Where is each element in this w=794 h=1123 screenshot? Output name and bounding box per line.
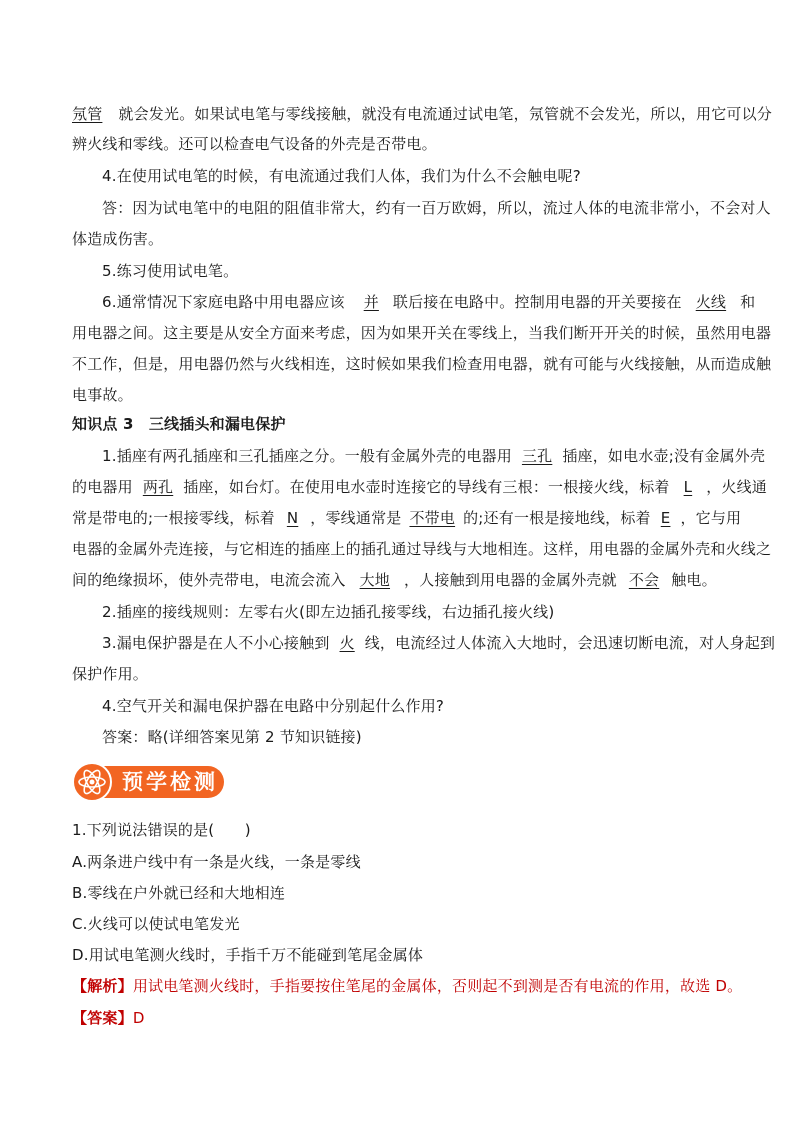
s3-text: ，火线通 — [706, 478, 767, 496]
blank-E: E — [660, 509, 671, 527]
quiz-option-a: A.两条进户线中有一条是火线，一条是零线 — [72, 853, 361, 871]
q6-text: 联后接在电路中。控制用电器的开关要接在 — [392, 293, 682, 311]
blank-will-not: 不会 — [628, 571, 660, 589]
s3-text: ，它与用 — [680, 509, 742, 527]
s3p3-line-1 — [102, 633, 776, 653]
banner-title: 预学检测 — [122, 769, 218, 794]
blank-parallel: 并 — [363, 293, 379, 311]
blank-three-hole: 三孔 — [521, 447, 553, 465]
intro-text: 就会发光。如果试电笔与零线接触，就没有电流通过试电笔，氖管就不会发光，所以，用它可以分 — [118, 105, 773, 123]
q6-text: 6.通常情况下家庭电路中用电器应该 — [102, 293, 345, 311]
s3p1-line-2 — [72, 477, 767, 497]
s3-text: 线，电流经过人体流入大地时，会迅速切断电流，对人身起到 — [364, 634, 776, 652]
analysis-text: 用试电笔测火线时，手指要按住笔尾的金属体，否则起不到测是否有电流的作用，故选 D。 — [132, 977, 743, 995]
s3p4-answer: 答案：略(详细答案见第 2 节知识链接) — [102, 728, 362, 746]
s3-text: 插座，如电水壶;没有金属外壳 — [562, 447, 766, 465]
q5-text: 5.练习使用试电笔。 — [102, 262, 239, 280]
atom-icon — [72, 762, 112, 802]
s3-text: 常是带电的;一根接零线，标着 — [72, 509, 275, 527]
s3-text: 插座，如台灯。在使用电水壶时连接它的导线有三根：一根接火线，标着 — [183, 478, 670, 496]
s3-text: ，人接触到用电器的金属外壳就 — [404, 571, 617, 589]
analysis-label: 【解析】 — [72, 977, 133, 995]
s3-text: 的;还有一根是接地线，标着 — [463, 509, 651, 527]
q6-line-4: 电事故。 — [72, 386, 133, 404]
q6-line-2: 用电器之间。这主要是从安全方面来考虑，因为如果开关在零线上，当我们断开开关的时候，虽然用电器 — [72, 324, 772, 342]
blank-fire: 火 — [339, 634, 355, 652]
s3-text: 间的绝缘损坏，使外壳带电，电流会流入 — [72, 571, 346, 589]
s3-text: 触电。 — [671, 571, 717, 589]
quiz-option-d: D.用试电笔测火线时，手指千万不能碰到笔尾金属体 — [72, 946, 424, 964]
answer-label: 【答案】 — [72, 1009, 133, 1027]
quiz-question: 1.下列说法错误的是( ) — [72, 821, 251, 839]
blank-two-hole: 两孔 — [142, 478, 174, 496]
quiz-answer — [72, 1008, 732, 1028]
blank-not-charged: 不带电 — [409, 509, 456, 527]
s3p1-line-4: 电器的金属外壳连接，与它相连的插座上的插孔通过导线与大地相连。这样，用电器的金属外壳和火线之 — [72, 540, 772, 558]
s3-text: 的电器用 — [72, 478, 133, 496]
section-heading: 知识点 3 三线插头和漏电保护 — [72, 415, 286, 433]
answer-text: D — [132, 1009, 145, 1027]
s3-text: ，零线通常是 — [310, 509, 402, 527]
q4-answer-line-1: 答：因为试电笔中的电阻的阻值非常大，约有一百万欧姆，所以，流过人体的电流非常小，不会对人 — [102, 199, 771, 217]
blank-N: N — [286, 509, 299, 527]
quiz-option-c: C.火线可以使试电笔发光 — [72, 915, 240, 933]
blank-earth: 大地 — [359, 571, 391, 589]
blank-live-wire: 火线 — [695, 293, 727, 311]
quiz-analysis — [72, 976, 743, 996]
s3p3-line-2: 保护作用。 — [72, 665, 149, 683]
q4-answer-line-2: 体造成伤害。 — [72, 230, 164, 248]
q6-line-3: 不工作，但是，用电器仍然与火线相连，这时候如果我们检查用电器，就有可能与火线接触，从而造成触 — [72, 355, 772, 373]
s3p1-line-5 — [72, 570, 732, 590]
intro-line-2: 辨火线和零线。还可以检查电气设备的外壳是否带电。 — [72, 135, 437, 153]
s3-text: 3.漏电保护器是在人不小心接触到 — [102, 634, 330, 652]
blank-L: L — [683, 478, 693, 496]
q6-line-1 — [102, 292, 762, 312]
s3-text: 1.插座有两孔插座和三孔插座之分。一般有金属外壳的电器用 — [102, 447, 512, 465]
intro-line-1 — [72, 104, 773, 124]
s3p2-text: 2.插座的接线规则：左零右火(即左边插孔接零线，右边插孔接火线) — [102, 603, 555, 621]
preview-check-banner — [72, 762, 224, 802]
q6-text: 和 — [740, 293, 756, 311]
quiz-option-b: B.零线在户外就已经和大地相连 — [72, 884, 286, 902]
s3p4-question: 4.空气开关和漏电保护器在电路中分别起什么作用? — [102, 697, 445, 715]
q4-question: 4.在使用试电笔的时候，有电流通过我们人体，我们为什么不会触电呢? — [102, 167, 581, 185]
blank-neon-tube: 氖管 — [72, 105, 103, 123]
s3p1-line-3 — [72, 508, 742, 528]
s3p1-line-1 — [102, 446, 766, 466]
